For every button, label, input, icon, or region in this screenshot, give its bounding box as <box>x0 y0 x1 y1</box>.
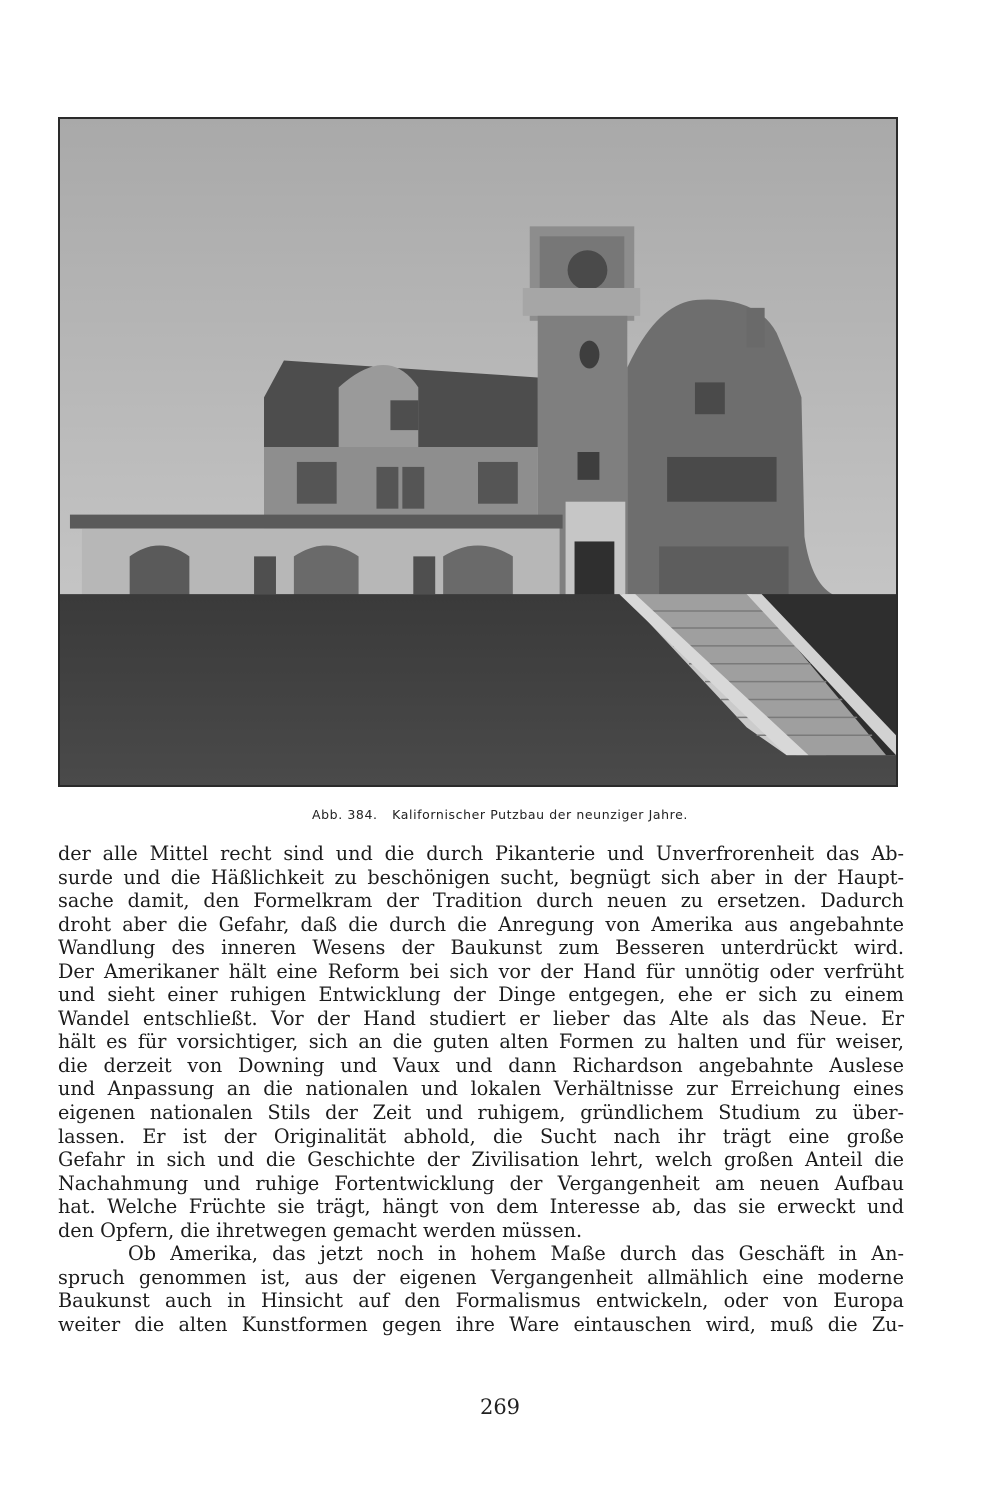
text-line: spruch genommen ist, aus der eigenen Vergangenheit allmählich eine moderne <box>58 1265 904 1289</box>
text-line: Nachahmung und ruhige Fortentwicklung der Vergangenheit am neuen Aufbau <box>58 1171 904 1195</box>
text-line: Der Amerikaner hält eine Reform bei sich vor der Hand für unnötig oder verfrüht <box>58 959 904 983</box>
body-text <box>58 842 904 1336</box>
house-photo-illustration <box>60 119 896 785</box>
text-line: lassen. Er ist der Originalität abhold, die Sucht nach ihr trägt eine große <box>58 1124 904 1148</box>
text-line: Ob Amerika, das jetzt noch in hohem Maße durch das Geschäft in An- <box>128 1242 904 1266</box>
text-line: Baukunst auch in Hinsicht auf den Formalismus entwickeln, oder von Europa <box>58 1289 904 1313</box>
text-line: der alle Mittel recht sind und die durch Pikanterie und Unverfrorenheit das Ab- <box>58 842 904 865</box>
text-line: und sieht einer ruhigen Entwicklung der Dinge entgegen, ehe er sich zu einem <box>58 983 904 1007</box>
house-photograph <box>58 117 898 787</box>
text-line: eigenen nationalen Stils der Zeit und ruhigem, gründlichem Studium zu über- <box>58 1101 904 1125</box>
text-line: Gefahr in sich und die Geschichte der Zivilisation lehrt, welch großen Anteil die <box>58 1148 904 1172</box>
text-line: und Anpassung an die nationalen und lokalen Verhältnisse zur Erreichung eines <box>58 1077 904 1101</box>
page-number: 269 <box>479 1395 521 1419</box>
text-line: Wandel entschließt. Vor der Hand studiert er lieber das Alte als das Neue. Er <box>58 1006 904 1030</box>
text-line: hält es für vorsichtiger, sich an die guten alten Formen zu halten und für weiser, <box>58 1030 904 1054</box>
text-line: Wandlung des inneren Wesens der Baukunst zum Besseren unterdrückt wird. <box>58 936 904 960</box>
text-line: hat. Welche Früchte sie trägt, hängt von dem Interesse ab, das sie erweckt und <box>58 1195 904 1219</box>
text-line: droht aber die Gefahr, daß die durch die Anregung von Amerika aus angebahnte <box>58 912 904 936</box>
text-line: den Opfern, die ihretwegen gemacht werden müssen. <box>58 1218 583 1242</box>
figure-number: Abb. 384. <box>311 807 378 822</box>
figure-caption <box>0 807 1000 822</box>
text-line: sache damit, den Formelkram der Tradition durch neuen zu ersetzen. Dadurch <box>58 889 904 913</box>
text-line: weiter die alten Kunstformen gegen ihre Ware eintauschen wird, muß die Zu- <box>58 1312 904 1336</box>
figure-caption-text: Kalifornischer Putzbau der neunziger Jahre. <box>392 807 688 822</box>
text-line: die derzeit von Downing und Vaux und dann Richardson angebahnte Auslese <box>58 1053 904 1077</box>
text-line: surde und die Häßlichkeit zu beschönigen sucht, begnügt sich aber in der Haupt- <box>58 865 904 889</box>
